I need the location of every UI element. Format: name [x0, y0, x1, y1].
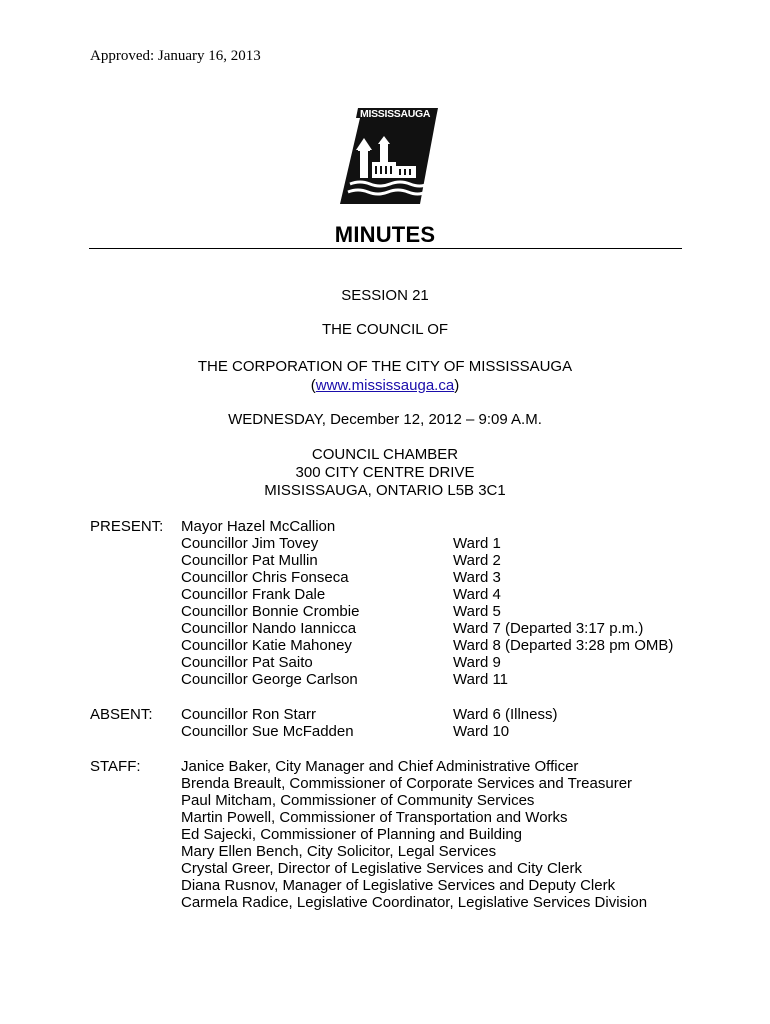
staff-member: Brenda Breault, Commissioner of Corporate Services and Treasurer	[181, 775, 633, 792]
member-name: Councillor Ron Starr	[181, 706, 317, 723]
member-ward: Ward 6 (Illness)	[453, 706, 558, 723]
member-name: Councillor Frank Dale	[181, 586, 326, 603]
member-name: Councillor George Carlson	[181, 671, 358, 688]
member-ward: Ward 4	[453, 586, 501, 603]
location-line-2: 300 CITY CENTRE DRIVE	[295, 464, 475, 481]
location-line-1: COUNCIL CHAMBER	[311, 446, 459, 463]
staff-member: Ed Sajecki, Commissioner of Planning and Building	[181, 826, 523, 843]
member-ward: Ward 1	[453, 535, 501, 552]
present-label: PRESENT:	[90, 518, 164, 535]
approval-note: Approved: January 16, 2013	[90, 48, 261, 64]
website-line	[0, 377, 770, 394]
member-ward: Ward 2	[453, 552, 501, 569]
member-name: Councillor Bonnie Crombie	[181, 603, 360, 620]
staff-member: Carmela Radice, Legislative Coordinator, Legislative Services Division	[181, 894, 648, 911]
corporation-line: THE CORPORATION OF THE CITY OF MISSISSAUGA	[197, 358, 573, 375]
page-title: MINUTES	[334, 222, 436, 247]
member-name: Councillor Chris Fonseca	[181, 569, 349, 586]
website-link[interactable]: www.mississauga.ca	[315, 377, 455, 394]
member-name: Councillor Nando Iannicca	[181, 620, 357, 637]
member-name: Councillor Sue McFadden	[181, 723, 354, 740]
member-ward: Ward 5	[453, 603, 501, 620]
council-line: THE COUNCIL OF	[321, 321, 449, 338]
staff-member: Paul Mitcham, Commissioner of Community Services	[181, 792, 535, 809]
mississauga-logo	[336, 104, 440, 208]
logo-wordmark: MISSISSAUGA	[360, 108, 431, 120]
website-open-paren: (	[310, 377, 316, 394]
member-name: Councillor Pat Saito	[181, 654, 313, 671]
member-ward: Ward 11	[453, 671, 509, 688]
member-ward: Ward 10	[453, 723, 510, 740]
member-name: Councillor Pat Mullin	[181, 552, 318, 569]
member-name: Councillor Jim Tovey	[181, 535, 319, 552]
member-ward: Ward 7 (Departed 3:17 p.m.)	[453, 620, 644, 637]
meeting-datetime: WEDNESDAY, December 12, 2012 – 9:09 A.M.	[228, 411, 542, 428]
session-number: SESSION 21	[341, 287, 429, 304]
member-name: Councillor Katie Mahoney	[181, 637, 352, 654]
staff-label: STAFF:	[90, 758, 141, 775]
title-divider	[89, 248, 682, 249]
member-ward: Ward 8 (Departed 3:28 pm OMB)	[453, 637, 674, 654]
location-line-3: MISSISSAUGA, ONTARIO L5B 3C1	[264, 482, 506, 499]
member-ward: Ward 3	[453, 569, 501, 586]
member-ward: Ward 9	[453, 654, 501, 671]
website-close-paren: )	[454, 377, 460, 394]
member-name: Mayor Hazel McCallion	[181, 518, 336, 535]
staff-member: Janice Baker, City Manager and Chief Administrative Officer	[181, 758, 579, 775]
staff-member: Mary Ellen Bench, City Solicitor, Legal Services	[181, 843, 497, 860]
staff-member: Crystal Greer, Director of Legislative Services and City Clerk	[181, 860, 582, 877]
staff-member: Diana Rusnov, Manager of Legislative Services and Deputy Clerk	[181, 877, 616, 894]
staff-member: Martin Powell, Commissioner of Transportation and Works	[181, 809, 568, 826]
absent-label: ABSENT:	[90, 706, 153, 723]
